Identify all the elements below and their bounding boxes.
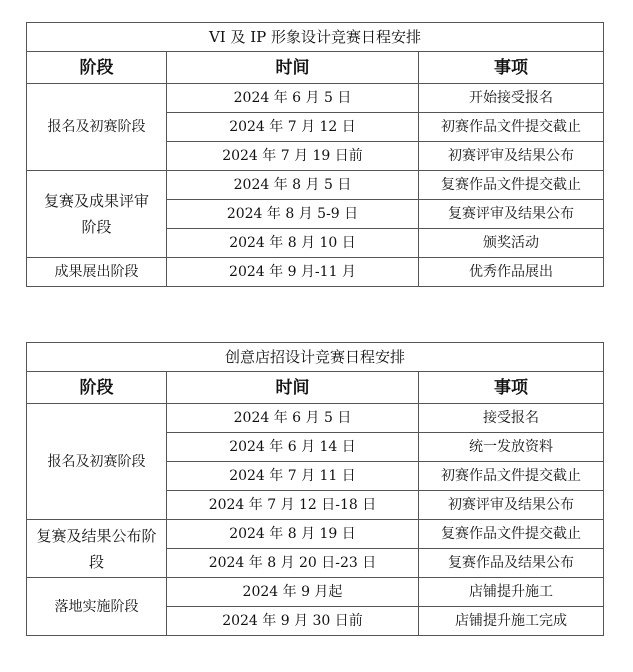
time-cell: 2024 年 8 月 5 日 <box>167 171 419 200</box>
time-cell: 2024 年 6 月 5 日 <box>167 84 419 113</box>
item-cell: 复赛作品文件提交截止 <box>419 171 604 200</box>
header-time: 时间 <box>167 372 419 404</box>
time-cell: 2024 年 7 月 12 日-18 日 <box>167 491 419 520</box>
item-cell: 开始接受报名 <box>419 84 604 113</box>
table-row <box>27 258 604 287</box>
table-row <box>27 578 604 607</box>
stage-cell: 报名及初赛阶段 <box>27 84 167 171</box>
header-item: 事项 <box>419 372 604 404</box>
time-cell: 2024 年 7 月 19 日前 <box>167 142 419 171</box>
header-stage: 阶段 <box>27 52 167 84</box>
table-row <box>27 404 604 433</box>
table-row <box>27 171 604 200</box>
item-cell: 店铺提升施工完成 <box>419 607 604 636</box>
item-cell: 复赛作品及结果公布 <box>419 549 604 578</box>
item-cell: 优秀作品展出 <box>419 258 604 287</box>
time-cell: 2024 年 6 月 14 日 <box>167 433 419 462</box>
time-cell: 2024 年 8 月 19 日 <box>167 520 419 549</box>
table-row <box>27 520 604 549</box>
item-cell: 店铺提升施工 <box>419 578 604 607</box>
stage-cell: 报名及初赛阶段 <box>27 404 167 520</box>
stage-cell <box>27 520 167 578</box>
time-cell: 2024 年 9 月 30 日前 <box>167 607 419 636</box>
shop-sign-schedule-table <box>26 342 604 636</box>
time-cell: 2024 年 7 月 11 日 <box>167 462 419 491</box>
stage-cell: 成果展出阶段 <box>27 258 167 287</box>
item-cell: 颁奖活动 <box>419 229 604 258</box>
table-title: VI 及 IP 形象设计竞赛日程安排 <box>27 23 604 52</box>
time-cell: 2024 年 8 月 10 日 <box>167 229 419 258</box>
time-cell: 2024 年 6 月 5 日 <box>167 404 419 433</box>
stage-label: 复赛及成果评审阶段 <box>43 192 149 236</box>
header-time: 时间 <box>167 52 419 84</box>
time-cell: 2024 年 8 月 20 日-23 日 <box>167 549 419 578</box>
time-cell: 2024 年 9 月-11 月 <box>167 258 419 287</box>
item-cell: 初赛作品文件提交截止 <box>419 462 604 491</box>
stage-cell <box>27 171 167 258</box>
stage-cell: 落地实施阶段 <box>27 578 167 636</box>
item-cell: 初赛作品文件提交截止 <box>419 113 604 142</box>
table-title: 创意店招设计竞赛日程安排 <box>27 343 604 372</box>
vi-ip-schedule-table <box>26 22 604 287</box>
item-cell: 初赛评审及结果公布 <box>419 142 604 171</box>
time-cell: 2024 年 8 月 5-9 日 <box>167 200 419 229</box>
header-item: 事项 <box>419 52 604 84</box>
item-cell: 初赛评审及结果公布 <box>419 491 604 520</box>
item-cell: 接受报名 <box>419 404 604 433</box>
item-cell: 复赛评审及结果公布 <box>419 200 604 229</box>
header-stage: 阶段 <box>27 372 167 404</box>
time-cell: 2024 年 9 月起 <box>167 578 419 607</box>
time-cell: 2024 年 7 月 12 日 <box>167 113 419 142</box>
item-cell: 统一发放资料 <box>419 433 604 462</box>
stage-label: 复赛及结果公布阶段 <box>36 526 157 571</box>
item-cell: 复赛作品文件提交截止 <box>419 520 604 549</box>
table-row <box>27 84 604 113</box>
